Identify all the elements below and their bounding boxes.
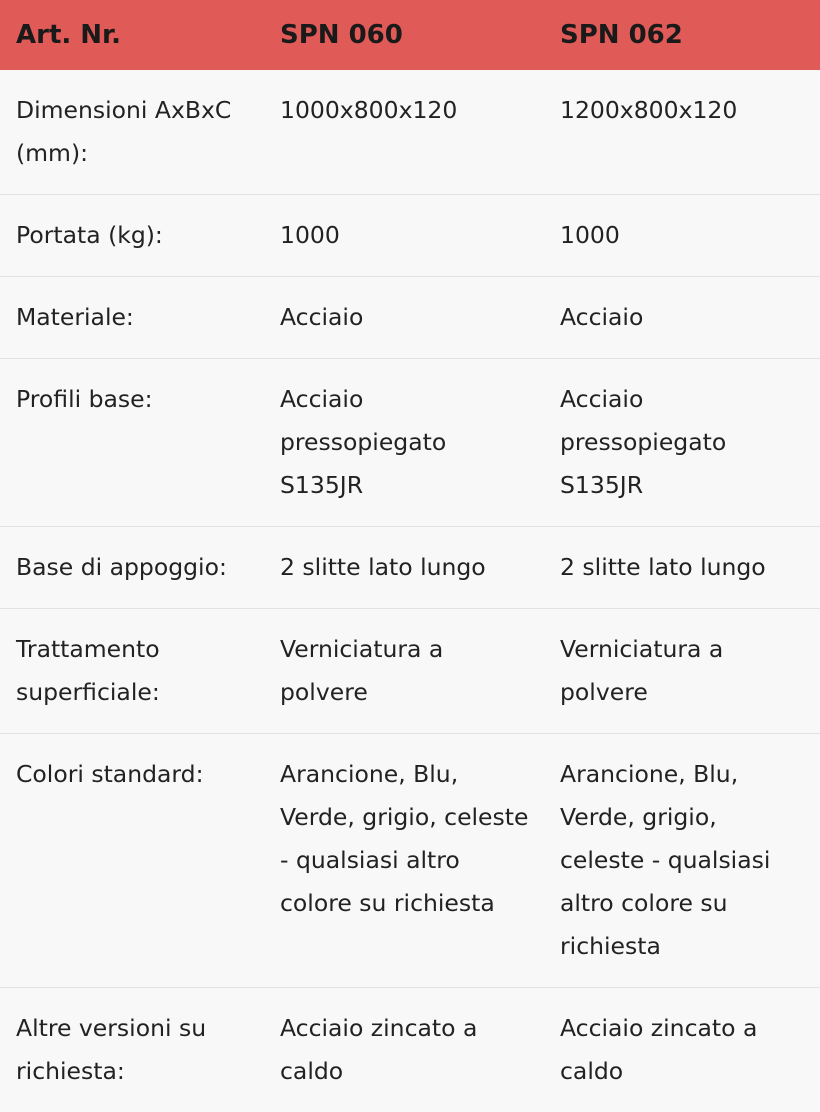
- label-support-base: Base di appoggio:: [16, 546, 258, 589]
- row-label: [0, 195, 264, 277]
- header-row: [0, 0, 820, 70]
- value-surface-treatment-062: Verniciatura a polvere: [560, 628, 808, 714]
- header-art-nr: Art. Nr.: [0, 0, 264, 70]
- cell-spn-062: [544, 527, 820, 609]
- value-standard-colors-060: Arancione, Blu, Verde, grigio, celeste - qualsiasi altro colore su richiesta: [280, 753, 532, 925]
- value-base-profiles-060: Acciaio pressopiegato S135JR: [280, 378, 532, 507]
- cell-spn-060: [264, 609, 544, 734]
- value-support-base-060: 2 slitte lato lungo: [280, 546, 532, 589]
- cell-spn-060: [264, 277, 544, 359]
- table-row: [0, 277, 820, 359]
- label-other-versions: Altre versioni su richiesta:: [16, 1007, 258, 1093]
- cell-spn-060: [264, 988, 544, 1112]
- value-material-060: Acciaio: [280, 296, 532, 339]
- row-label: [0, 734, 264, 988]
- value-dimensions-062: 1200x800x120: [560, 89, 808, 132]
- label-base-profiles: Profili base:: [16, 378, 258, 421]
- value-capacity-062: 1000: [560, 214, 808, 257]
- table-row: [0, 988, 820, 1112]
- cell-spn-062: [544, 70, 820, 195]
- spec-table-header: [0, 0, 820, 70]
- cell-spn-062: [544, 359, 820, 527]
- table-row: [0, 359, 820, 527]
- table-row: [0, 609, 820, 734]
- value-other-versions-060: Acciaio zincato a caldo: [280, 1007, 532, 1093]
- value-dimensions-060: 1000x800x120: [280, 89, 532, 132]
- row-label: [0, 70, 264, 195]
- row-label: [0, 359, 264, 527]
- table-row: [0, 195, 820, 277]
- value-surface-treatment-060: Verniciatura a polvere: [280, 628, 532, 714]
- value-capacity-060: 1000: [280, 214, 532, 257]
- header-spn-062: SPN 062: [544, 0, 820, 70]
- value-base-profiles-062: Acciaio pressopiegato S135JR: [560, 378, 808, 507]
- cell-spn-060: [264, 195, 544, 277]
- cell-spn-060: [264, 734, 544, 988]
- label-material: Materiale:: [16, 296, 258, 339]
- cell-spn-062: [544, 988, 820, 1112]
- cell-spn-062: [544, 734, 820, 988]
- spec-table-body: [0, 70, 820, 1112]
- value-material-062: Acciaio: [560, 296, 808, 339]
- label-surface-treatment: Trattamento superficiale:: [16, 628, 258, 714]
- row-label: [0, 527, 264, 609]
- cell-spn-060: [264, 70, 544, 195]
- cell-spn-062: [544, 609, 820, 734]
- header-spn-060: SPN 060: [264, 0, 544, 70]
- label-standard-colors: Colori standard:: [16, 753, 258, 796]
- label-capacity: Portata (kg):: [16, 214, 258, 257]
- cell-spn-062: [544, 277, 820, 359]
- value-standard-colors-062: Arancione, Blu, Verde, grigio, celeste - qualsiasi altro colore su richiesta: [560, 753, 808, 968]
- row-label: [0, 988, 264, 1112]
- table-row: [0, 527, 820, 609]
- table-row: [0, 70, 820, 195]
- cell-spn-062: [544, 195, 820, 277]
- row-label: [0, 277, 264, 359]
- cell-spn-060: [264, 359, 544, 527]
- table-row: [0, 734, 820, 988]
- cell-spn-060: [264, 527, 544, 609]
- label-dimensions: Dimensioni AxBxC (mm):: [16, 89, 258, 175]
- value-other-versions-062: Acciaio zincato a caldo: [560, 1007, 808, 1093]
- value-support-base-062: 2 slitte lato lungo: [560, 546, 808, 589]
- row-label: [0, 609, 264, 734]
